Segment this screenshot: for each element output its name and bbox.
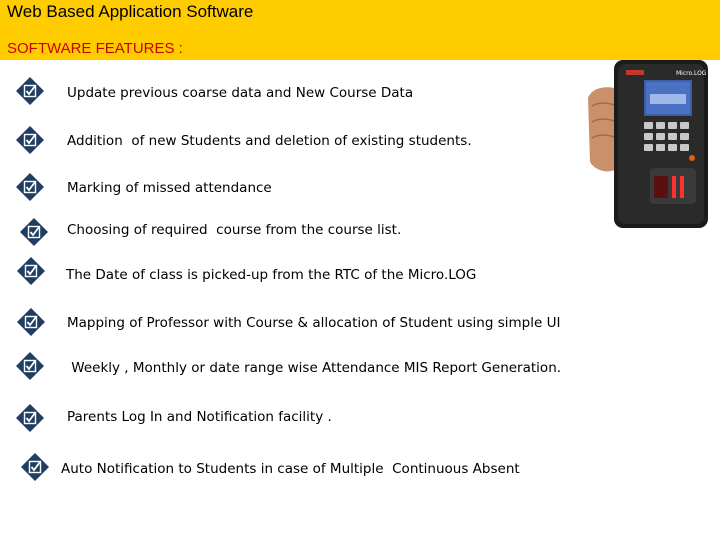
feature-item [0,120,600,160]
feature-text: Update previous coarse data and New Course Data [67,85,414,101]
checkbox-check-icon [16,307,46,337]
feature-item [0,397,600,437]
feature-item [0,255,600,295]
checkbox-check-icon [16,256,46,286]
feature-text: Addition of new Students and deletion of existing students. [67,133,472,149]
checkbox-check-icon [15,351,45,381]
checkbox-check-icon [15,76,45,106]
feature-item [0,210,600,250]
feature-text: Marking of missed attendance [67,180,272,196]
feature-item [0,347,600,387]
header-bar [0,0,720,60]
section-subtitle: SOFTWARE FEATURES : [7,40,183,57]
feature-text: Parents Log In and Notification facility . [67,409,332,425]
feature-item [0,302,600,342]
feature-text: The Date of class is picked-up from the RTC of the Micro.LOG [66,267,477,283]
page-title: Web Based Application Software [7,2,254,21]
feature-text: Weekly , Monthly or date range wise Attendance MIS Report Generation. [67,360,562,376]
feature-item [0,448,600,488]
feature-text: Choosing of required course from the course list. [67,222,402,238]
checkbox-check-icon [15,403,45,433]
checkbox-check-icon [19,217,49,247]
feature-item [0,168,600,208]
svg-text:Micro.LOG: Micro.LOG [676,70,707,77]
feature-text: Mapping of Professor with Course & allocation of Student using simple UI [67,315,561,331]
feature-text: Auto Notification to Students in case of Multiple Continuous Absent [61,461,520,477]
checkbox-check-icon [15,125,45,155]
checkbox-check-icon [15,172,45,202]
attendance-terminal-image [588,58,720,230]
feature-item [0,72,600,112]
checkbox-check-icon [20,452,50,482]
